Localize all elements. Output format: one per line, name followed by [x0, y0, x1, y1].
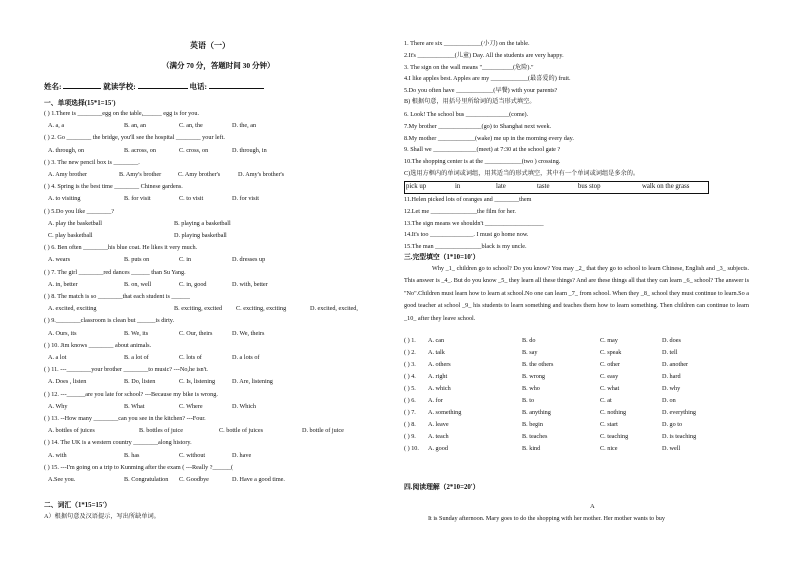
school-field[interactable]: [138, 82, 188, 89]
question-stem: ( ) 3. The new pencil box is ________.: [44, 158, 140, 166]
reading-part-label: A: [590, 503, 595, 510]
option-choice: C. in: [179, 256, 192, 264]
cloze-passage: Why _1_ children go to school? Do you know? You may _2_ that they go to school to learn Chinese, English and _3_ subjects. This answer is _4_. But do you know _5_ they learn all these things? And are these things all that they can learn _6_ school? The answer is "No".Children must learn how to learn at school.No one can learn _7_ from school. When they _8_ school they must continue to learn.So a good teacher at school _9_ his students to learn something and teaches them how to learn something. Then children can continue to learn _10_ after they leave school.: [404, 265, 750, 322]
cloze-option: D. well: [662, 445, 681, 452]
option-choice: B. We, its: [124, 329, 149, 337]
option-choice: D. playing basketball: [174, 232, 227, 239]
cloze-option: C. speak: [600, 349, 622, 356]
phone-label: 电话:: [189, 82, 207, 91]
cloze-option: C. easy: [600, 373, 619, 380]
option-choice: A. a lot: [48, 354, 67, 361]
question-stem: ( ) 15. ---I'm going on a trip to Kunming after the exam ( ---Really ?______(: [44, 463, 234, 471]
option-choice: A. Why: [48, 402, 68, 410]
word-box-item: in: [455, 183, 461, 190]
cloze-option: A. talk: [428, 349, 445, 356]
vocab-item: 9. Shall we ______________(meet) at 7:30 at the school gate ?: [404, 146, 561, 154]
section1-heading: 一、单项选择(15*1=15'): [44, 100, 116, 107]
question-stem: ( ) 2. Go ________ the bridge, you'll see the hospital ________ your left.: [44, 134, 225, 142]
vocab-item: 15.The man _______________black is my uncle.: [404, 243, 527, 251]
option-choice: A. with: [48, 451, 67, 459]
option-choice: D. with, better: [232, 280, 268, 288]
option-choice: A. to visiting: [48, 195, 81, 203]
word-box-item: late: [496, 183, 506, 190]
student-info-line: [44, 82, 264, 91]
option-choice: D. Which: [232, 402, 256, 410]
vocab-item: 10.The shopping center is at the ____________(two ) crossing.: [404, 158, 561, 166]
option-choice: B. a lot of: [124, 354, 149, 361]
vocab-item: 5.Do you often have ____________(早餐) with your parents?: [404, 87, 558, 95]
vocab-item: 6. Look! The school bus ______________(come).: [404, 111, 529, 118]
cloze-option: D. another: [662, 361, 689, 368]
vocab-item: 3. The sign on the wall means "__________(危险).": [404, 63, 534, 71]
reading-first-line: It is Sunday afternoon. Mary goes to do the shopping with her mother. Her mother wants to buy: [428, 515, 665, 522]
option-choice: D. We, theirs: [232, 329, 265, 337]
option-choice: D. Are, listening: [232, 378, 273, 386]
option-choice: A. in, better: [48, 280, 78, 288]
option-choice: D. excited, excited,: [310, 305, 358, 313]
question-stem: ( ) 8. The match is so ________that each student is ______: [44, 293, 190, 300]
section2-heading: 二、词汇（1*15=15'）: [44, 502, 111, 509]
option-choice: B. for visit: [124, 195, 151, 203]
option-choice: B. exciting, excited: [174, 305, 223, 313]
option-choice: C. cross, on: [179, 146, 209, 154]
option-choice: A. wears: [48, 256, 70, 264]
cloze-option: C. teaching: [600, 433, 629, 440]
cloze-option: A. leave: [428, 421, 449, 428]
option-choice: A. Ours, its: [48, 329, 77, 337]
cloze-number: ( ) 4.: [404, 373, 416, 380]
cloze-number: ( ) 7.: [404, 409, 416, 416]
vocab-item: 1. There are six ____________(小刀) on the table.: [404, 40, 530, 47]
option-choice: A. excited, exciting: [48, 305, 97, 313]
vocab-part-c-instruction: C)选用方框内的单词或词组，用其适当的形式填空，其中有一个单词或词组是多余的。: [404, 170, 640, 177]
option-choice: A. through, on: [48, 146, 85, 154]
option-choice: B. across, on: [124, 146, 156, 154]
option-choice: D. for visit: [232, 195, 259, 203]
option-choice: B. has: [124, 451, 140, 459]
option-choice: D. a lots of: [232, 354, 260, 361]
cloze-option: A. for: [428, 397, 443, 404]
vocab-item: 13.The sign means we shouldn't ___________________: [404, 219, 544, 227]
cloze-option: A. teach: [428, 433, 449, 440]
vocab-item: 14.It's too ______________. I must go home now.: [404, 231, 529, 239]
vocab-part-b-instruction: B) 根据句意，用括号里所给词的适当形式填空。: [404, 98, 536, 105]
cloze-option: B. anything: [522, 409, 551, 416]
section4-heading: 四.阅读理解（2*10=20'）: [404, 484, 480, 491]
option-choice: C. an, the: [179, 122, 203, 130]
cloze-option: B. wrong: [522, 373, 546, 380]
vocab-item: 4.I like apples best. Apples are my ____________(最喜爱的) fruit.: [404, 75, 571, 83]
cloze-option: B. teaches: [522, 433, 548, 440]
vocab-item: 8.My mother ____________(wake) me up in the morning every day.: [404, 134, 574, 142]
option-choice: C. Our, theirs: [179, 329, 213, 337]
word-box-item: pick up: [406, 183, 427, 190]
option-choice: C. Where: [179, 402, 203, 410]
question-stem: ( ) 13. --How many ________can you see in the kitchen? ---Four.: [44, 415, 206, 422]
cloze-option: D. go to: [662, 421, 683, 428]
option-choice: C. Amy brother's: [178, 171, 221, 178]
cloze-number: ( ) 1.: [404, 337, 416, 344]
question-stem: ( ) 5.Do you like ________?: [44, 207, 115, 215]
option-choice: D. Have a good time.: [232, 476, 285, 483]
cloze-option: A. good: [428, 445, 448, 452]
vocab-item: 7.My brother ______________(go) to Shanghai next week.: [404, 122, 552, 130]
exam-title: 英语（一）: [190, 41, 230, 50]
option-choice: C. lots of: [179, 354, 202, 361]
option-choice: A. bottles of juices: [48, 427, 95, 435]
cloze-number: ( ) 8.: [404, 421, 416, 428]
cloze-number: ( ) 10.: [404, 445, 419, 452]
cloze-option: A. right: [428, 373, 448, 380]
cloze-option: D. everything: [662, 409, 697, 416]
section2-part-a-instruction: A）根据句意及汉语提示，写出所缺单词。: [44, 513, 160, 520]
question-stem: ( ) 12. ---______are you late for school? ---Because my bike is wrong.: [44, 390, 218, 398]
name-label: 姓名:: [44, 82, 62, 91]
option-choice: A. Amy brother: [48, 171, 88, 178]
cloze-option: B. begin: [522, 421, 543, 428]
cloze-option: B. kind: [522, 445, 541, 452]
phone-field[interactable]: [209, 82, 264, 89]
option-choice: B. on, well: [124, 280, 152, 288]
option-choice: C. to visit: [179, 195, 204, 203]
question-stem: ( ) 11. ---________your brother ________to music? ---No,he isn't.: [44, 366, 208, 374]
option-choice: C. play basketball: [48, 232, 93, 239]
question-stem: ( ) 4. Spring is the best time ________ Chinese gardens.: [44, 183, 183, 191]
word-box-item: walk on the grass: [642, 183, 690, 190]
cloze-option: D. does: [662, 337, 681, 344]
option-choice: B. Congratulation: [124, 476, 169, 483]
cloze-option: D. is teaching: [662, 433, 697, 440]
option-choice: B. an, an: [124, 122, 146, 130]
cloze-option: C. may: [600, 337, 618, 344]
cloze-number: ( ) 6.: [404, 397, 416, 404]
option-choice: D. bottle of juice: [302, 427, 344, 435]
question-stem: ( ) 14. The UK is a western country ________along history.: [44, 439, 192, 447]
option-choice: B. playing a basketball: [174, 219, 231, 227]
cloze-option: B. to: [522, 397, 535, 404]
cloze-number: ( ) 3.: [404, 361, 416, 368]
cloze-option: C. other: [600, 361, 620, 368]
cloze-number: ( ) 5.: [404, 385, 416, 392]
cloze-option: D. why: [662, 385, 681, 392]
vocab-item: 2.It's ____________(儿童) Day. All the students are very happy.: [404, 51, 564, 59]
option-choice: C. in, good: [179, 280, 207, 288]
cloze-number: ( ) 2.: [404, 349, 416, 356]
option-choice: A. a, a: [48, 122, 65, 130]
question-stem: ( ) 9.________classroom is clean but ______is dirty.: [44, 317, 175, 325]
cloze-option: A. which: [428, 385, 451, 392]
cloze-option: B. the others: [522, 361, 554, 368]
cloze-option: C. at: [600, 397, 612, 404]
cloze-number: ( ) 9.: [404, 433, 416, 440]
option-choice: C. exciting, exciting: [236, 305, 287, 313]
word-box: [404, 181, 709, 194]
option-choice: A. play the basketball: [48, 219, 102, 227]
option-choice: B. What: [124, 402, 145, 410]
vocab-item: 11.Helen picked lots of oranges and ________them: [404, 196, 532, 203]
option-choice: C. Goodbye: [179, 476, 209, 483]
cloze-option: C. nothing: [600, 409, 627, 416]
section3-heading: 三.完型填空（1*10=10'）: [404, 254, 480, 261]
option-choice: D. through, in: [232, 146, 267, 154]
option-choice: B. Amy's brother: [119, 171, 162, 178]
option-choice: C. bottle of juices: [219, 427, 263, 435]
school-label: 就读学校:: [103, 82, 136, 91]
option-choice: D. dresses up: [232, 256, 266, 264]
cloze-option: B. say: [522, 349, 538, 356]
option-choice: A.See you.: [48, 476, 76, 483]
cloze-option: B. who: [522, 385, 540, 392]
option-choice: D. the, an: [232, 122, 257, 130]
word-box-item: taste: [537, 183, 550, 190]
option-choice: D. Amy's brother's: [238, 171, 285, 178]
option-choice: B. puts on: [124, 256, 150, 264]
name-field[interactable]: [63, 82, 101, 89]
option-choice: C. Is, listening: [179, 378, 216, 386]
cloze-option: C. nice: [600, 445, 618, 452]
question-stem: ( ) 1.There is ________egg on the table,______ egg is for you.: [44, 110, 199, 117]
option-choice: B. Do, listen: [124, 378, 156, 386]
cloze-option: B. do: [522, 337, 536, 344]
option-choice: B. bottles of juice: [139, 427, 183, 435]
cloze-option: A. something: [428, 409, 462, 416]
cloze-option: C. what: [600, 385, 620, 392]
exam-subtitle: （满分 70 分，答题时间 30 分钟）: [162, 61, 275, 70]
question-stem: ( ) 6. Ben often ________his blue coat. He likes it very much.: [44, 244, 198, 252]
option-choice: C. without: [179, 451, 206, 459]
cloze-option: D. on: [662, 397, 676, 404]
question-stem: ( ) 7. The girl ________red dances ______ than Su Yang.: [44, 268, 186, 276]
question-stem: ( ) 10. Jim knows ________ about animals.: [44, 341, 152, 349]
option-choice: A. Does , listen: [48, 378, 87, 386]
cloze-option: A. can: [428, 337, 445, 344]
vocab-item: 12.Let me _______________the film for her.: [404, 207, 516, 215]
cloze-option: A. others: [428, 361, 451, 368]
option-choice: D. have: [232, 451, 252, 459]
cloze-option: D. tell: [662, 349, 678, 356]
word-box-item: bus stop: [578, 183, 601, 190]
cloze-option: D. hard: [662, 373, 681, 380]
cloze-option: C. start: [600, 421, 618, 428]
